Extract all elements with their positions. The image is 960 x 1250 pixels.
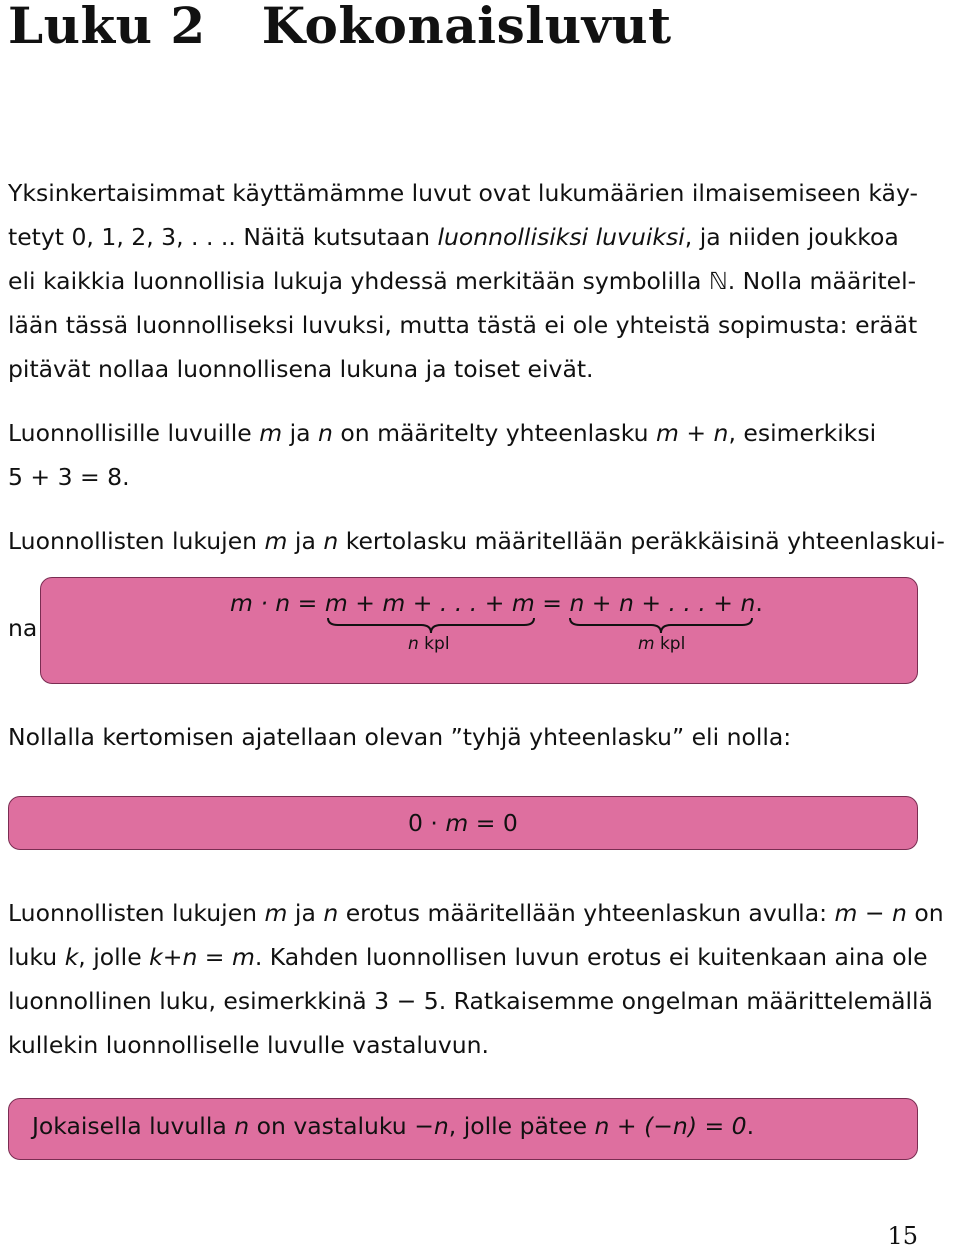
text-run: ja [282,419,318,447]
math-expression: n + (−n) = 0 [594,1112,747,1140]
chapter-title: Kokonaisluvut [261,0,672,55]
text-line: Yksinkertaisimmat käyttämämme luvut ovat lukumäärien ilmaisemiseen käy- [8,179,918,207]
paragraph-multiplication [8,519,945,563]
text-run: 0 · [408,809,446,837]
math-var: m [259,419,283,447]
underbrace-icon [326,616,536,636]
paragraph-subtraction [8,891,944,1067]
formula-equals: = [542,589,562,617]
text-line: lään tässä luonnolliseksi luvuksi, mutta tästä ei ole yhteistä sopimusta: eräät [8,311,918,339]
math-var: k [64,943,79,971]
formula-period: . [755,589,763,617]
math-expression: k+n = m [149,943,255,971]
zero-formula [408,809,518,837]
text-line [8,411,922,455]
text-line [8,935,928,979]
text-line: eli kaikkia luonnollisia lukuja yhdessä merkitään symbolilla ℕ. Nolla määritel- [8,267,917,295]
text-run: kpl [418,634,450,654]
text-run: , ja niiden joukkoa [684,223,899,251]
opposite-number-statement [32,1112,754,1140]
math-var: n [408,634,419,654]
text-run: Jokaisella luvulla [32,1112,235,1140]
text-run: on [906,899,944,927]
multiplication-formula [230,589,763,617]
text-run: Luonnollisten lukujen [8,899,265,927]
math-var: n [317,419,333,447]
math-var: m [638,634,655,654]
text-run: luku [8,943,65,971]
text-line: luonnollinen luku, esimerkkinä 3 − 5. Ratkaisemme ongelman määrittelemällä [8,987,933,1015]
text-line [8,215,922,259]
math-var: m [264,899,288,927]
text-run: ja [287,899,324,927]
text-line: kullekin luonnolliselle luvulle vastaluvun. [8,1031,490,1059]
paragraph-zero-multiplication [8,715,922,759]
text-run: , jolle [78,943,150,971]
underbrace-label [638,634,685,654]
text-run: Luonnollisten lukujen [8,527,265,555]
text-run: , esimerkiksi [728,419,877,447]
math-var: m [264,527,288,555]
text-run: . Kahden luonnollisen luvun erotus ei kuitenkaan aina ole [254,943,928,971]
math-var: n [323,899,339,927]
underbrace-label [408,634,450,654]
text-run-na: na [8,614,38,642]
formula-group-n: n + n + . . . + n [569,589,756,617]
text-run: Luonnollisille luvuille [8,419,260,447]
math-expression: −n [414,1112,449,1140]
text-run: ja [287,527,324,555]
math-var: n [234,1112,250,1140]
chapter-heading [8,0,672,56]
formula-lhs: m · n = [230,589,318,617]
text-line [8,519,945,563]
math-expression: m + n [656,419,729,447]
text-run: = 0 [468,809,518,837]
formula-group-m: m + m + . . . + m [324,589,535,617]
text-line [8,891,944,935]
math-var: m [445,809,469,837]
text-run: . [746,1112,755,1140]
math-var: n [323,527,339,555]
text-line: 5 + 3 = 8. [8,463,130,491]
text-run: erotus määritellään yhteenlaskun avulla: [338,899,835,927]
page-number: 15 [887,1222,918,1250]
math-expression: m − n [834,899,907,927]
text-run: on vastaluku [249,1112,415,1140]
text-run: on määritelty yhteenlasku [332,419,657,447]
underbrace-icon [568,616,754,636]
text-run: kpl [654,634,686,654]
emphasis-term: luonnollisiksi luvuiksi [437,223,685,251]
paragraph-natural-numbers [8,171,922,391]
text-run: tetyt 0, 1, 2, 3, . . .. Näitä kutsutaan [8,223,438,251]
text-line: Nollalla kertomisen ajatellaan olevan ”tyhjä yhteenlasku” eli nolla: [8,723,792,751]
text-run: kertolasku määritellään peräkkäisinä yhteenlaskui- [338,527,945,555]
paragraph-addition [8,411,922,499]
text-line: pitävät nollaa luonnollisena lukuna ja toiset eivät. [8,355,594,383]
text-run: , jolle pätee [448,1112,595,1140]
chapter-label: Luku 2 [8,0,206,55]
